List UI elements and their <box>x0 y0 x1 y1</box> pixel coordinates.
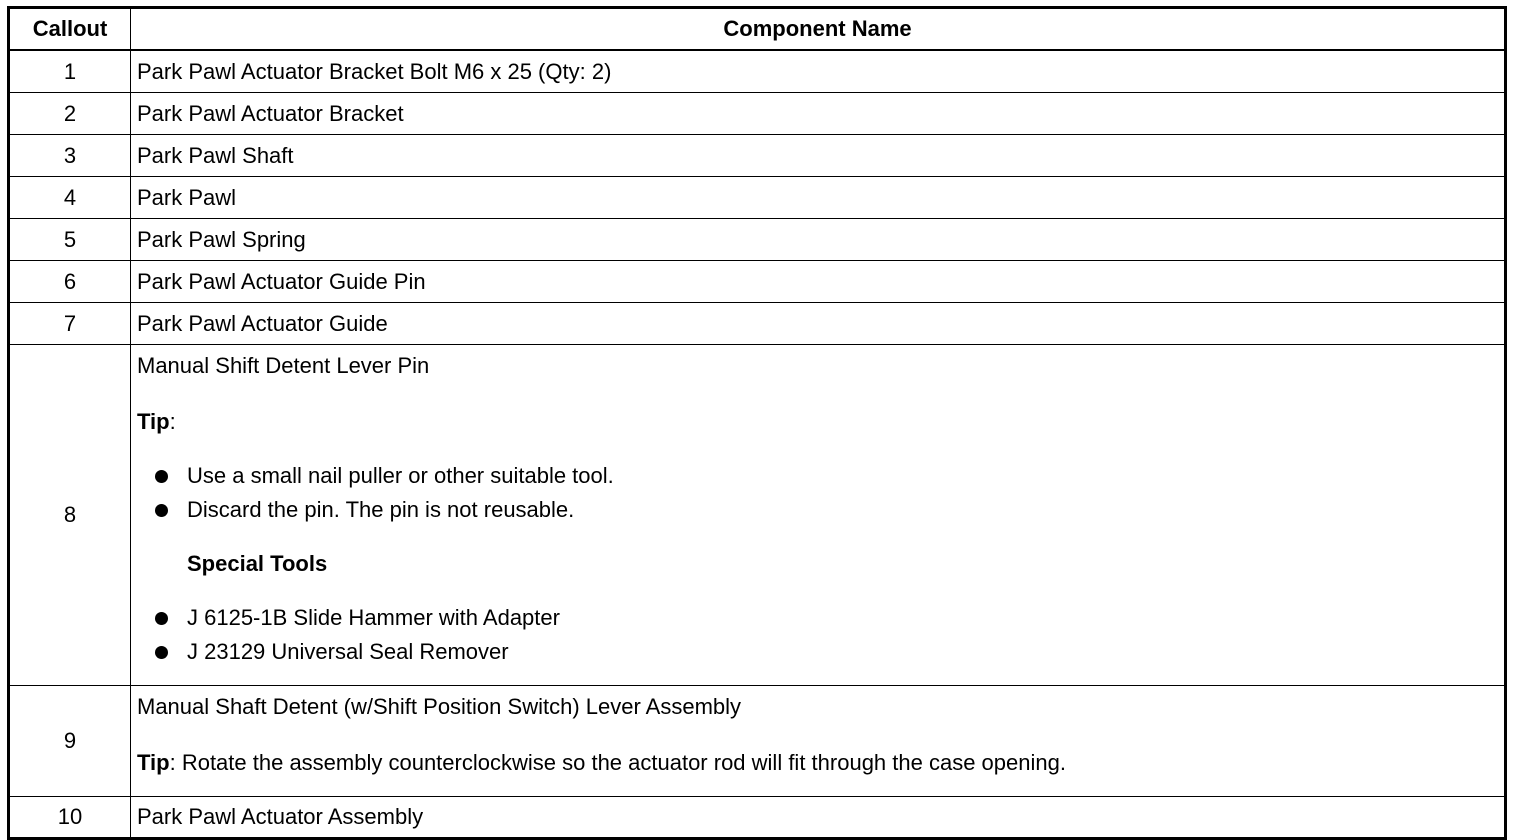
tip-label: Tip <box>137 750 170 775</box>
component-table <box>7 6 1507 840</box>
tip-suffix: : <box>169 409 176 434</box>
callout-cell: 8 <box>9 345 131 686</box>
table-row <box>9 135 1506 177</box>
header-component-name: Component Name <box>131 8 1506 51</box>
component-name-cell <box>131 345 1506 686</box>
component-name: Manual Shaft Detent (w/Shift Position Switch) Lever Assembly <box>137 694 742 719</box>
special-tools-title: Special Tools <box>187 551 328 576</box>
callout-cell: 2 <box>9 93 131 135</box>
component-name-cell: Park Pawl Spring <box>131 219 1506 261</box>
table-row <box>9 797 1506 839</box>
tip-text: Use a small nail puller or other suitable tool. <box>187 463 614 488</box>
callout-cell: 5 <box>9 219 131 261</box>
component-name-cell: Park Pawl Actuator Assembly <box>131 797 1506 839</box>
callout-cell: 10 <box>9 797 131 839</box>
callout-cell: 7 <box>9 303 131 345</box>
table-row <box>9 50 1506 93</box>
component-name-cell: Park Pawl Actuator Guide <box>131 303 1506 345</box>
list-item <box>153 463 1498 489</box>
tip-line <box>137 750 1498 776</box>
component-name-cell: Park Pawl Actuator Bracket <box>131 93 1506 135</box>
table-row <box>9 261 1506 303</box>
component-name-cell: Park Pawl Shaft <box>131 135 1506 177</box>
bullet-icon <box>155 470 168 483</box>
callout-cell: 4 <box>9 177 131 219</box>
table-row <box>9 345 1506 686</box>
component-name: Manual Shift Detent Lever Pin <box>137 353 430 378</box>
bullet-icon <box>155 646 168 659</box>
special-tools-list <box>137 605 1498 665</box>
tip-line <box>137 409 1498 435</box>
tool-text: J 23129 Universal Seal Remover <box>187 639 509 664</box>
callout-cell: 1 <box>9 50 131 93</box>
tip-label: Tip <box>137 409 170 434</box>
list-item <box>153 605 1498 631</box>
component-name-cell: Park Pawl <box>131 177 1506 219</box>
callout-cell: 3 <box>9 135 131 177</box>
header-callout: Callout <box>9 8 131 51</box>
tip-list <box>137 463 1498 523</box>
header-row <box>9 8 1506 51</box>
component-name-cell <box>131 686 1506 797</box>
table-row <box>9 219 1506 261</box>
list-item <box>153 497 1498 523</box>
tip-text: : Rotate the assembly counterclockwise so the actuator rod will fit through the case opening. <box>169 750 1066 775</box>
table-row <box>9 177 1506 219</box>
table-row <box>9 686 1506 797</box>
callout-cell: 6 <box>9 261 131 303</box>
list-item <box>153 639 1498 665</box>
tip-text: Discard the pin. The pin is not reusable. <box>187 497 575 522</box>
component-name-cell: Park Pawl Actuator Guide Pin <box>131 261 1506 303</box>
bullet-icon <box>155 612 168 625</box>
tool-text: J 6125-1B Slide Hammer with Adapter <box>187 605 560 630</box>
component-name-cell: Park Pawl Actuator Bracket Bolt M6 x 25 (Qty: 2) <box>131 50 1506 93</box>
bullet-icon <box>155 504 168 517</box>
table-row <box>9 93 1506 135</box>
callout-cell: 9 <box>9 686 131 797</box>
table-row <box>9 303 1506 345</box>
